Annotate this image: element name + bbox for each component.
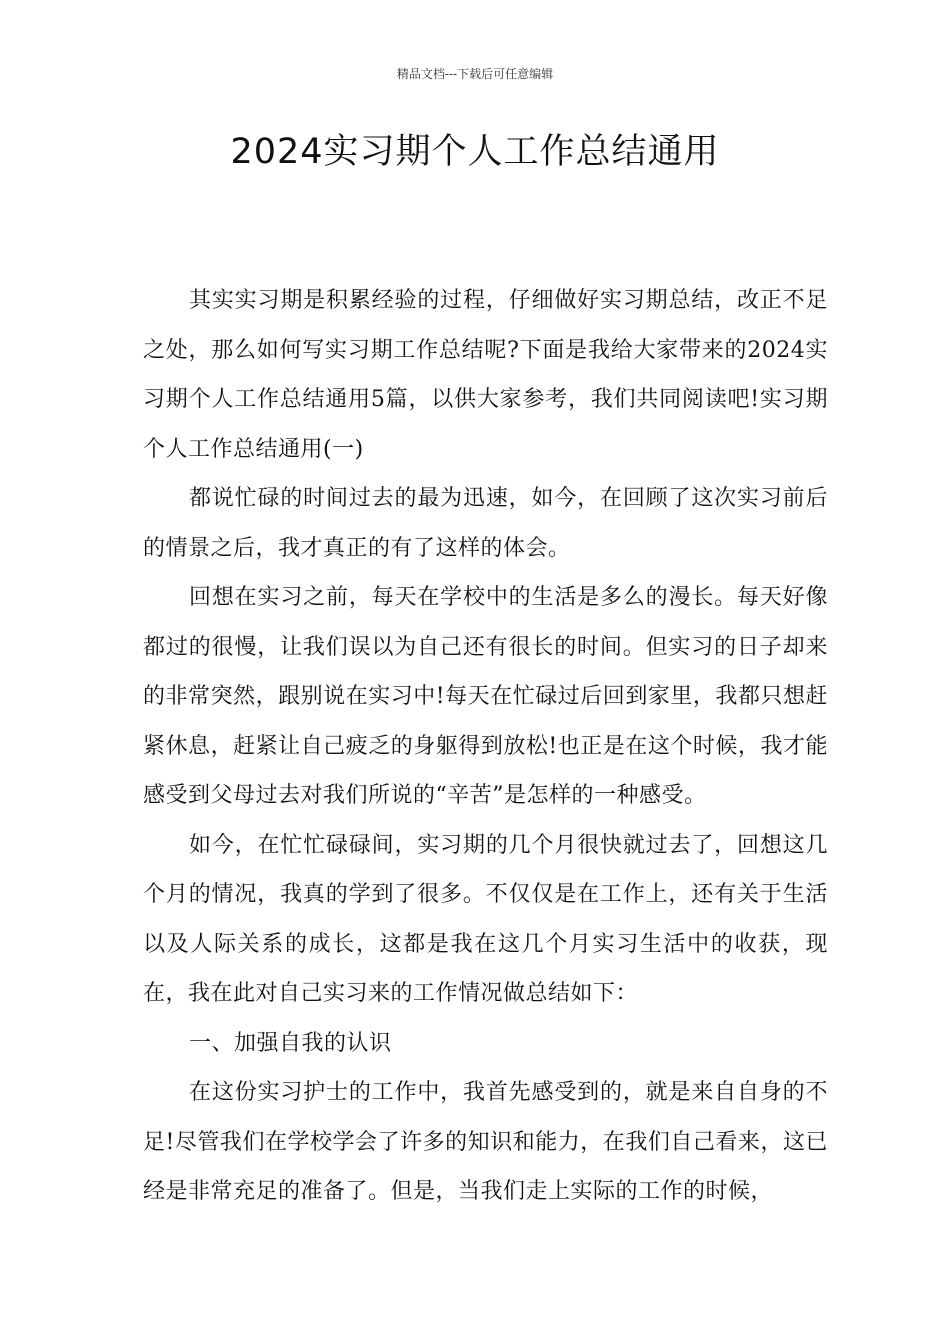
paragraph-intro: 其实实习期是积累经验的过程，仔细做好实习期总结，改正不足之处，那么如何写实习期工作总结呢?下面是我给大家带来的2024实习期个人工作总结通用5篇，以供大家参考，我们共同阅读吧!实习期个人工作总结通用(一) bbox=[143, 288, 828, 462]
section-heading: 一、加强自我的认识 bbox=[189, 1030, 392, 1056]
paragraph: 在这份实习护士的工作中，我首先感受到的，就是来自自身的不足!尽管我们在学校学会了许多的知识和能力，在我们自己看来，这已经是非常充足的准备了。但是，当我们走上实际的工作的时候， bbox=[143, 1080, 828, 1204]
document-body bbox=[143, 276, 828, 1217]
document-title: 2024实习期个人工作总结通用 bbox=[230, 132, 720, 172]
paragraph: 都说忙碌的时间过去的最为迅速，如今，在回顾了这次实习前后的情景之后，我才真正的有了这样的体会。 bbox=[143, 486, 828, 561]
paragraph: 回想在实习之前，每天在学校中的生活是多么的漫长。每天好像都过的很慢，让我们误以为自己还有很长的时间。但实习的日子却来的非常突然，跟别说在实习中!每天在忙碌过后回到家里，我都只想赶紧休息，赶紧让自己疲乏的身躯得到放松!也正是在这个时候，我才能感受到父母过去对我们所说的“辛苦”是怎样的一种感受。 bbox=[143, 585, 828, 808]
header-note: 精品文档---下载后可任意编辑 bbox=[396, 67, 554, 81]
paragraph: 如今，在忙忙碌碌间，实习期的几个月很快就过去了，回想这几个月的情况，我真的学到了很多。不仅仅是在工作上，还有关于生活以及人际关系的成长，这都是我在这几个月实习生活中的收获，现在，我在此对自己实习来的工作情况做总结如下： bbox=[143, 832, 828, 1006]
